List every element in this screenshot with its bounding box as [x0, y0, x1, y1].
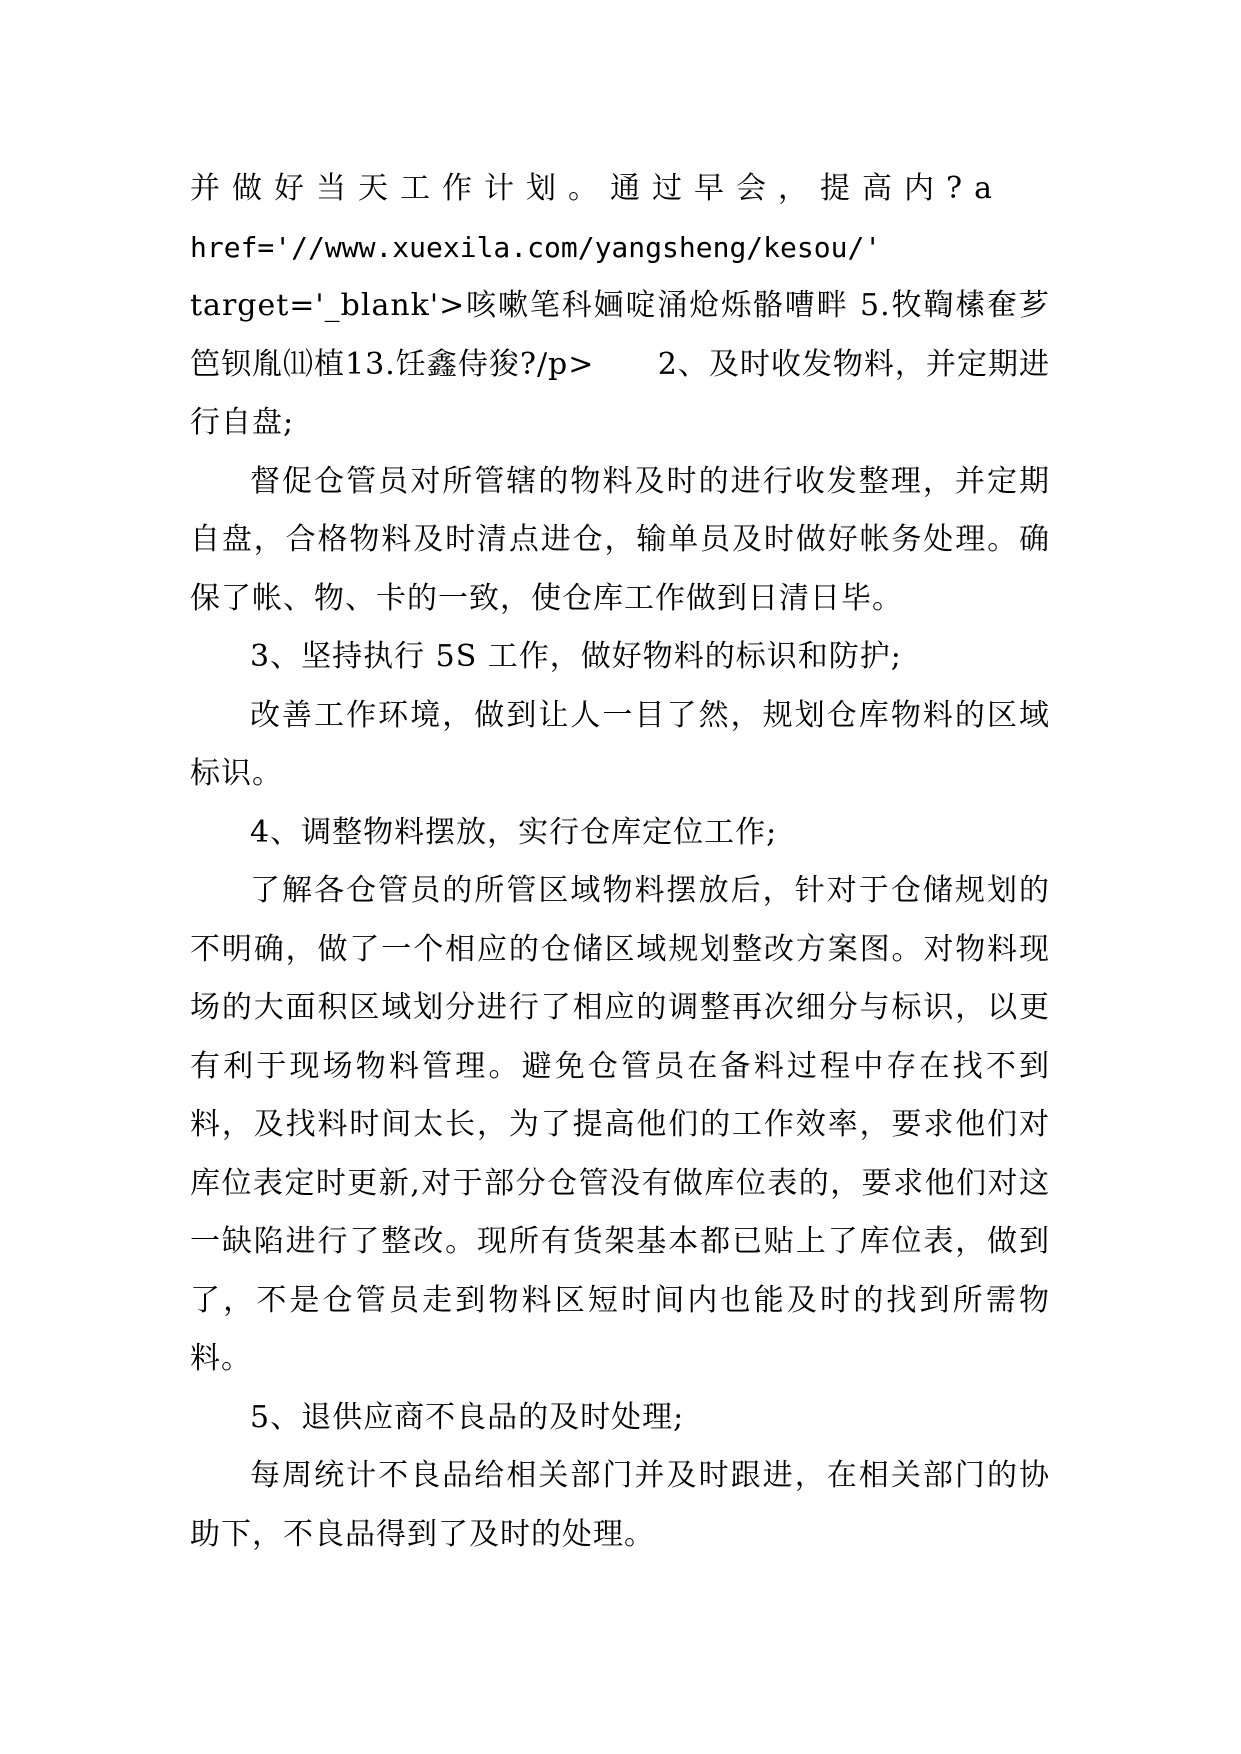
fragment-text: 并做好当天工作计划。通过早会，提高内?a: [190, 171, 1004, 206]
item-3-heading: 3、坚持执行 5S 工作，做好物料的标识和防护;: [250, 639, 902, 674]
fragment-target: target='_blank'>咳嗽笔科婳啶涌炝烁骼嘈畔 5.牧鞫榡奞芗笆钡胤⑾植13.饪鑫侍狻?/p>: [190, 288, 1050, 382]
fragment-href: href='//www.xuexila.com/yangsheng/kesou/': [190, 230, 882, 264]
paragraph-2: 督促仓管员对所管辖的物料及时的进行收发整理，并定期自盘，合格物料及时清点进仓，输单员及时做好帐务处理。确保了帐、物、卡的一致，使仓库工作做到日清日毕。: [190, 463, 1050, 616]
fragment-href-line: [190, 219, 1050, 278]
document-body: [190, 160, 1050, 1564]
fragment-line: [190, 160, 1050, 219]
paragraph-4: 了解各仓管员的所管区域物料摆放后，针对于仓储规划的不明确，做了一个相应的仓储区域规划整改方案图。对物料现场的大面积区域划分进行了相应的调整再次细分与标识，以更有利于现场物料管理。避免仓管员在备料过程中存在找不到料，及找料时间太长，为了提高他们的工作效率，要求他们对库位表定时更新,对于部分仓管没有做库位表的，要求他们对这一缺陷进行了整改。现所有货架基本都已贴上了库位表，做到了，不是仓管员走到物料区短时间内也能及时的找到所需物料。: [190, 873, 1050, 1376]
fragment-target-line: [190, 277, 1050, 453]
paragraph-5: 每周统计不良品给相关部门并及时跟进，在相关部门的协助下，不良品得到了及时的处理。: [190, 1458, 1050, 1552]
item-5-heading: 5、退供应商不良品的及时处理;: [250, 1399, 685, 1435]
paragraph-3: 改善工作环境，做到让人一目了然，规划仓库物料的区域标识。: [190, 697, 1050, 791]
item-4-heading: 4、调整物料摆放，实行仓库定位工作;: [250, 814, 778, 850]
item-2-heading: 2、及时收发物料，并定期进行自盘;: [190, 346, 1050, 440]
